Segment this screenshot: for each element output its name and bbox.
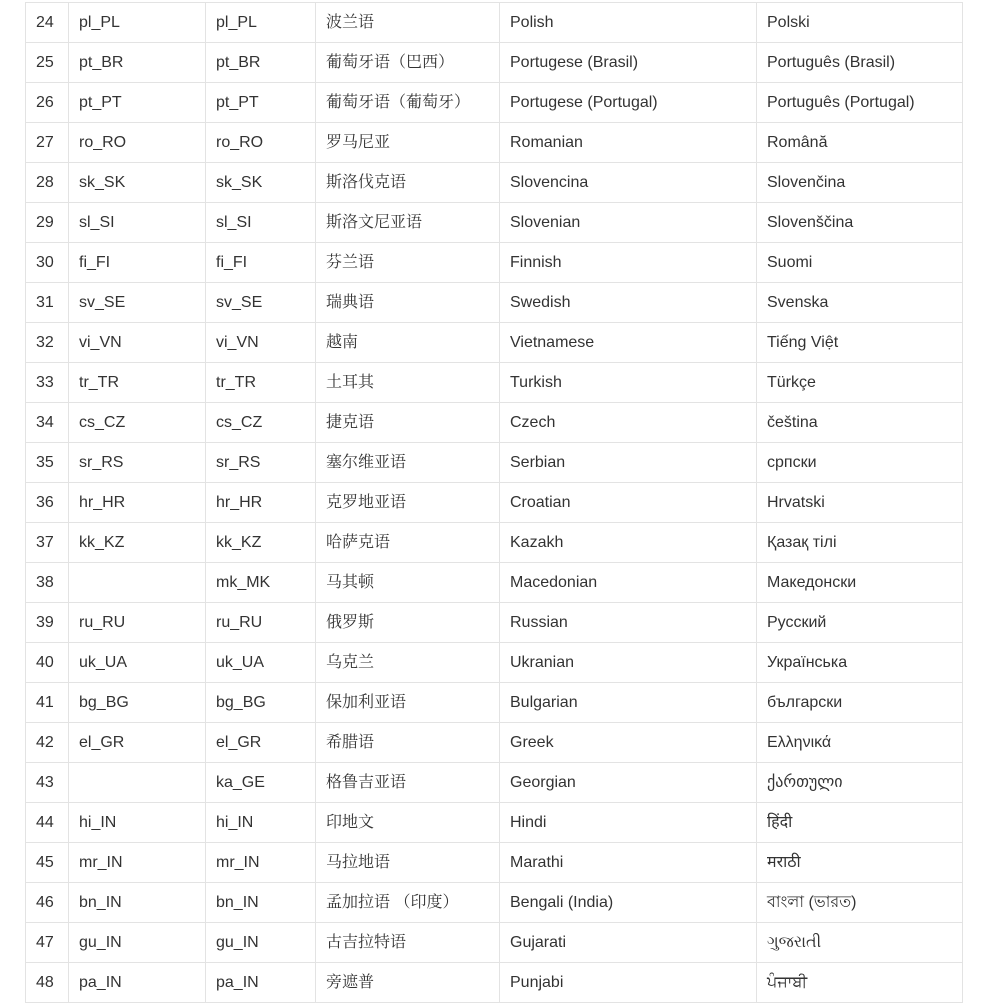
row-number-cell: 31 bbox=[26, 283, 69, 323]
table-row bbox=[26, 603, 963, 643]
locale-code-alt-cell: ka_GE bbox=[206, 763, 316, 803]
language-table bbox=[25, 2, 963, 1003]
chinese-name-cell: 保加利亚语 bbox=[316, 683, 500, 723]
native-name-cell: čeština bbox=[757, 403, 963, 443]
native-name-cell: Ελληνικά bbox=[757, 723, 963, 763]
native-name-cell: Қазақ тілі bbox=[757, 523, 963, 563]
language-table-container bbox=[25, 2, 962, 1003]
table-row bbox=[26, 283, 963, 323]
chinese-name-cell: 旁遮普 bbox=[316, 963, 500, 1003]
locale-code-alt-cell: sr_RS bbox=[206, 443, 316, 483]
english-name-cell: Finnish bbox=[500, 243, 757, 283]
locale-code-alt-cell: uk_UA bbox=[206, 643, 316, 683]
locale-code-alt-cell: bn_IN bbox=[206, 883, 316, 923]
row-number-cell: 46 bbox=[26, 883, 69, 923]
chinese-name-cell: 土耳其 bbox=[316, 363, 500, 403]
locale-code-alt-cell: gu_IN bbox=[206, 923, 316, 963]
english-name-cell: Czech bbox=[500, 403, 757, 443]
row-number-cell: 29 bbox=[26, 203, 69, 243]
native-name-cell: Slovenščina bbox=[757, 203, 963, 243]
chinese-name-cell: 希腊语 bbox=[316, 723, 500, 763]
table-row bbox=[26, 163, 963, 203]
english-name-cell: Swedish bbox=[500, 283, 757, 323]
row-number-cell: 44 bbox=[26, 803, 69, 843]
chinese-name-cell: 格鲁吉亚语 bbox=[316, 763, 500, 803]
english-name-cell: Polish bbox=[500, 3, 757, 43]
table-row bbox=[26, 563, 963, 603]
english-name-cell: Bengali (India) bbox=[500, 883, 757, 923]
native-name-cell: Suomi bbox=[757, 243, 963, 283]
table-row bbox=[26, 3, 963, 43]
row-number-cell: 40 bbox=[26, 643, 69, 683]
locale-code-cell: sl_SI bbox=[69, 203, 206, 243]
native-name-cell: ગુજરાતી bbox=[757, 923, 963, 963]
locale-code-cell: gu_IN bbox=[69, 923, 206, 963]
native-name-cell: ਪੰਜਾਬੀ bbox=[757, 963, 963, 1003]
locale-code-cell bbox=[69, 563, 206, 603]
table-row bbox=[26, 763, 963, 803]
locale-code-alt-cell: sk_SK bbox=[206, 163, 316, 203]
locale-code-alt-cell: pt_PT bbox=[206, 83, 316, 123]
table-row bbox=[26, 843, 963, 883]
english-name-cell: Russian bbox=[500, 603, 757, 643]
native-name-cell: Hrvatski bbox=[757, 483, 963, 523]
english-name-cell: Portugese (Brasil) bbox=[500, 43, 757, 83]
english-name-cell: Greek bbox=[500, 723, 757, 763]
english-name-cell: Kazakh bbox=[500, 523, 757, 563]
row-number-cell: 28 bbox=[26, 163, 69, 203]
row-number-cell: 41 bbox=[26, 683, 69, 723]
english-name-cell: Turkish bbox=[500, 363, 757, 403]
row-number-cell: 27 bbox=[26, 123, 69, 163]
chinese-name-cell: 葡萄牙语（巴西） bbox=[316, 43, 500, 83]
locale-code-alt-cell: ru_RU bbox=[206, 603, 316, 643]
native-name-cell: српски bbox=[757, 443, 963, 483]
locale-code-cell: pl_PL bbox=[69, 3, 206, 43]
row-number-cell: 39 bbox=[26, 603, 69, 643]
native-name-cell: Română bbox=[757, 123, 963, 163]
english-name-cell: Romanian bbox=[500, 123, 757, 163]
table-row bbox=[26, 203, 963, 243]
locale-code-alt-cell: mr_IN bbox=[206, 843, 316, 883]
native-name-cell: বাংলা (ভারত) bbox=[757, 883, 963, 923]
locale-code-cell: bg_BG bbox=[69, 683, 206, 723]
locale-code-alt-cell: el_GR bbox=[206, 723, 316, 763]
table-row bbox=[26, 963, 963, 1003]
english-name-cell: Croatian bbox=[500, 483, 757, 523]
english-name-cell: Marathi bbox=[500, 843, 757, 883]
english-name-cell: Serbian bbox=[500, 443, 757, 483]
english-name-cell: Slovencina bbox=[500, 163, 757, 203]
locale-code-alt-cell: sv_SE bbox=[206, 283, 316, 323]
locale-code-cell: pt_BR bbox=[69, 43, 206, 83]
chinese-name-cell: 斯洛文尼亚语 bbox=[316, 203, 500, 243]
chinese-name-cell: 马拉地语 bbox=[316, 843, 500, 883]
locale-code-cell: hr_HR bbox=[69, 483, 206, 523]
locale-code-alt-cell: hi_IN bbox=[206, 803, 316, 843]
locale-code-alt-cell: kk_KZ bbox=[206, 523, 316, 563]
locale-code-cell: ru_RU bbox=[69, 603, 206, 643]
locale-code-cell: hi_IN bbox=[69, 803, 206, 843]
table-row bbox=[26, 83, 963, 123]
table-row bbox=[26, 523, 963, 563]
native-name-cell: ქართული bbox=[757, 763, 963, 803]
chinese-name-cell: 葡萄牙语（葡萄牙） bbox=[316, 83, 500, 123]
locale-code-alt-cell: mk_MK bbox=[206, 563, 316, 603]
table-row bbox=[26, 883, 963, 923]
locale-code-cell: kk_KZ bbox=[69, 523, 206, 563]
table-row bbox=[26, 483, 963, 523]
english-name-cell: Punjabi bbox=[500, 963, 757, 1003]
chinese-name-cell: 塞尔维亚语 bbox=[316, 443, 500, 483]
native-name-cell: български bbox=[757, 683, 963, 723]
chinese-name-cell: 瑞典语 bbox=[316, 283, 500, 323]
locale-code-alt-cell: hr_HR bbox=[206, 483, 316, 523]
locale-code-cell bbox=[69, 763, 206, 803]
row-number-cell: 32 bbox=[26, 323, 69, 363]
locale-code-cell: bn_IN bbox=[69, 883, 206, 923]
row-number-cell: 30 bbox=[26, 243, 69, 283]
table-row bbox=[26, 243, 963, 283]
row-number-cell: 45 bbox=[26, 843, 69, 883]
native-name-cell: Tiếng Việt bbox=[757, 323, 963, 363]
chinese-name-cell: 克罗地亚语 bbox=[316, 483, 500, 523]
row-number-cell: 35 bbox=[26, 443, 69, 483]
table-row bbox=[26, 683, 963, 723]
locale-code-alt-cell: cs_CZ bbox=[206, 403, 316, 443]
locale-code-cell: sr_RS bbox=[69, 443, 206, 483]
locale-code-alt-cell: pa_IN bbox=[206, 963, 316, 1003]
chinese-name-cell: 印地文 bbox=[316, 803, 500, 843]
locale-code-alt-cell: ro_RO bbox=[206, 123, 316, 163]
table-row bbox=[26, 43, 963, 83]
native-name-cell: Português (Portugal) bbox=[757, 83, 963, 123]
locale-code-cell: sk_SK bbox=[69, 163, 206, 203]
table-row bbox=[26, 323, 963, 363]
locale-code-alt-cell: sl_SI bbox=[206, 203, 316, 243]
table-row bbox=[26, 923, 963, 963]
row-number-cell: 36 bbox=[26, 483, 69, 523]
table-row bbox=[26, 723, 963, 763]
row-number-cell: 38 bbox=[26, 563, 69, 603]
chinese-name-cell: 越南 bbox=[316, 323, 500, 363]
native-name-cell: मराठी bbox=[757, 843, 963, 883]
chinese-name-cell: 罗马尼亚 bbox=[316, 123, 500, 163]
row-number-cell: 34 bbox=[26, 403, 69, 443]
native-name-cell: Македонски bbox=[757, 563, 963, 603]
row-number-cell: 33 bbox=[26, 363, 69, 403]
chinese-name-cell: 古吉拉特语 bbox=[316, 923, 500, 963]
locale-code-cell: pa_IN bbox=[69, 963, 206, 1003]
native-name-cell: Polski bbox=[757, 3, 963, 43]
chinese-name-cell: 捷克语 bbox=[316, 403, 500, 443]
language-table-body bbox=[26, 3, 963, 1003]
row-number-cell: 25 bbox=[26, 43, 69, 83]
english-name-cell: Hindi bbox=[500, 803, 757, 843]
row-number-cell: 24 bbox=[26, 3, 69, 43]
native-name-cell: Slovenčina bbox=[757, 163, 963, 203]
row-number-cell: 37 bbox=[26, 523, 69, 563]
locale-code-cell: pt_PT bbox=[69, 83, 206, 123]
native-name-cell: Русский bbox=[757, 603, 963, 643]
locale-code-alt-cell: fi_FI bbox=[206, 243, 316, 283]
chinese-name-cell: 芬兰语 bbox=[316, 243, 500, 283]
english-name-cell: Gujarati bbox=[500, 923, 757, 963]
locale-code-alt-cell: tr_TR bbox=[206, 363, 316, 403]
english-name-cell: Bulgarian bbox=[500, 683, 757, 723]
locale-code-cell: uk_UA bbox=[69, 643, 206, 683]
chinese-name-cell: 波兰语 bbox=[316, 3, 500, 43]
locale-code-cell: cs_CZ bbox=[69, 403, 206, 443]
chinese-name-cell: 俄罗斯 bbox=[316, 603, 500, 643]
chinese-name-cell: 哈萨克语 bbox=[316, 523, 500, 563]
locale-code-alt-cell: vi_VN bbox=[206, 323, 316, 363]
locale-code-cell: mr_IN bbox=[69, 843, 206, 883]
row-number-cell: 47 bbox=[26, 923, 69, 963]
english-name-cell: Macedonian bbox=[500, 563, 757, 603]
row-number-cell: 48 bbox=[26, 963, 69, 1003]
locale-code-alt-cell: pt_BR bbox=[206, 43, 316, 83]
locale-code-alt-cell: bg_BG bbox=[206, 683, 316, 723]
table-row bbox=[26, 403, 963, 443]
native-name-cell: Svenska bbox=[757, 283, 963, 323]
row-number-cell: 43 bbox=[26, 763, 69, 803]
native-name-cell: Português (Brasil) bbox=[757, 43, 963, 83]
row-number-cell: 42 bbox=[26, 723, 69, 763]
native-name-cell: Türkçe bbox=[757, 363, 963, 403]
locale-code-cell: sv_SE bbox=[69, 283, 206, 323]
native-name-cell: हिंदी bbox=[757, 803, 963, 843]
locale-code-cell: tr_TR bbox=[69, 363, 206, 403]
table-row bbox=[26, 123, 963, 163]
table-row bbox=[26, 643, 963, 683]
locale-code-cell: ro_RO bbox=[69, 123, 206, 163]
english-name-cell: Slovenian bbox=[500, 203, 757, 243]
locale-code-cell: fi_FI bbox=[69, 243, 206, 283]
locale-code-cell: el_GR bbox=[69, 723, 206, 763]
table-row bbox=[26, 443, 963, 483]
table-row bbox=[26, 363, 963, 403]
english-name-cell: Georgian bbox=[500, 763, 757, 803]
chinese-name-cell: 斯洛伐克语 bbox=[316, 163, 500, 203]
locale-code-cell: vi_VN bbox=[69, 323, 206, 363]
english-name-cell: Vietnamese bbox=[500, 323, 757, 363]
row-number-cell: 26 bbox=[26, 83, 69, 123]
english-name-cell: Ukranian bbox=[500, 643, 757, 683]
native-name-cell: Українська bbox=[757, 643, 963, 683]
chinese-name-cell: 马其顿 bbox=[316, 563, 500, 603]
english-name-cell: Portugese (Portugal) bbox=[500, 83, 757, 123]
table-row bbox=[26, 803, 963, 843]
chinese-name-cell: 乌克兰 bbox=[316, 643, 500, 683]
chinese-name-cell: 孟加拉语 （印度） bbox=[316, 883, 500, 923]
locale-code-alt-cell: pl_PL bbox=[206, 3, 316, 43]
